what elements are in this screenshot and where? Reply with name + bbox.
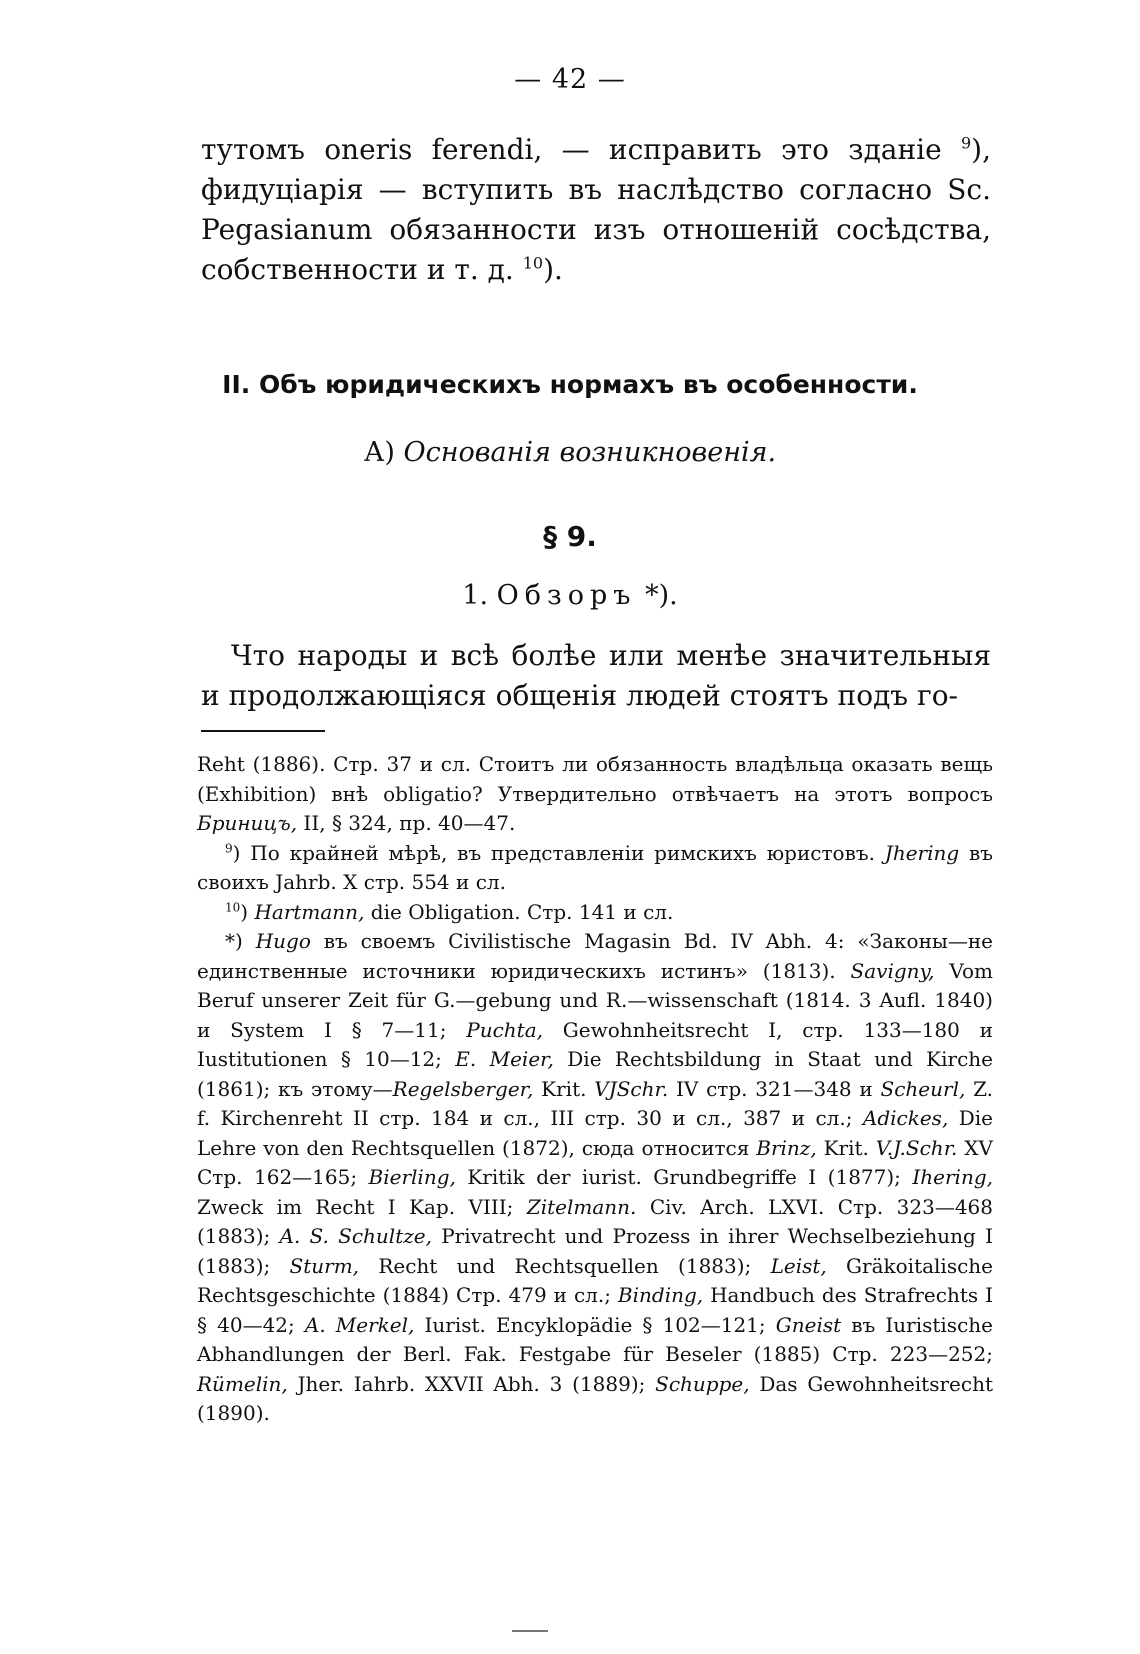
footnote-author: Regelsberger, (392, 1076, 534, 1101)
footnote-text: Vom Beruf unserer Zeit für G.—gebung und R.—wissenschaft (1814. 3 Aufl. 1840) и System I § 7—11; (197, 958, 993, 1042)
footnote-author: Ihering, (912, 1165, 993, 1189)
subsection-heading (0, 437, 1140, 468)
footnote-author: Savigny, (850, 958, 935, 983)
footnote-author: Brinz, (756, 1135, 817, 1160)
overview-footnote-ref: *). (645, 580, 678, 611)
footnote-author: Rümelin, (197, 1371, 288, 1396)
subsection-title: Основанія возникновенія. (403, 437, 777, 468)
footnote-text: Krit. (816, 1135, 876, 1160)
footnote-author: Bierling, (368, 1165, 456, 1189)
overview-heading (0, 580, 1140, 611)
footnote-author: Adickes, (862, 1106, 949, 1130)
footnote-text: Reht (1886). Стр. 37 и сл. Стоитъ ли обязанность владѣльца оказать вещь (Exhibition) внѣ obligatio? Утвердительно отвѣчаетъ на этотъ вопросъ (197, 752, 993, 806)
footnote-continuation (197, 750, 993, 839)
footnote-text: XV Стр. 162—165; (197, 1135, 993, 1189)
footnote-text: Recht und Rechtsquellen (1883); (359, 1253, 771, 1278)
body-paragraph-main (201, 636, 991, 716)
subsection-label: А) (363, 437, 395, 468)
paragraph-mark: § 9. (543, 520, 597, 553)
footnote-journal: VJSchr. (594, 1076, 669, 1101)
body-text: ). (543, 253, 563, 286)
footnote-text: *) (225, 929, 256, 953)
section-heading: II. Объ юридическихъ нормахъ въ особенности. (222, 370, 918, 399)
footnote-author: Binding, (617, 1283, 704, 1307)
footnote-rule (201, 730, 325, 732)
footnote-text: Gewohnheitsrecht I, стр. 133—180 и Iustitutionen § 10—12; (197, 1017, 994, 1071)
footnotes (197, 750, 993, 1429)
footnote-text: Zweck im Recht I Kap. VIII; (197, 1194, 527, 1219)
footnote-text: Handbuch des Strafrechts I § 40—42; (197, 1283, 994, 1337)
footnote-text: II, § 324, пр. 40—47. (297, 811, 516, 835)
footnote-text: Civ. Arch. LXVI. Стр. 323—468 (1883); (197, 1194, 994, 1248)
overview-number: 1. (462, 580, 489, 611)
footnote-marker: 10 (225, 899, 241, 914)
footnote-text: die Obligation. Стр. 141 и сл. (364, 899, 674, 924)
footnote-author: A. S. Schultze, (279, 1224, 432, 1248)
footnote-star (197, 927, 993, 1429)
footnote-text: Iurist. Encyklopädie § 102—121; (414, 1312, 776, 1337)
footnote-text: ) По крайней мѣрѣ, въ представленіи римскихъ юристовъ. (232, 840, 885, 865)
footnote-text: Privatrecht und Prozess in ihrer Wechselbeziehung I (1883); (197, 1224, 993, 1278)
footnote-text: Die Rechtsbildung in Staat und Kirche (1861); къ этому— (197, 1047, 993, 1101)
footnote-author: Jhering (884, 840, 960, 865)
footnote-text: ) (240, 899, 255, 924)
page-number: — 42 — (514, 64, 626, 95)
footnote-author: Бриницъ, (197, 811, 298, 835)
footnote-author: Hugo (255, 929, 311, 953)
footnote-author: Hartmann, (254, 899, 365, 924)
body-text: Что народы и всѣ болѣе или менѣе значительныя и продолжающіяся общенія людей стоятъ подъ го- (201, 639, 991, 712)
footnote-text: Jher. Iahrb. XXVII Abh. 3 (1889); (287, 1371, 656, 1396)
footnote-text: Krit. (533, 1076, 595, 1101)
footnote-author: A. Merkel, (304, 1312, 415, 1337)
footnote-author: E. Meier, (455, 1047, 554, 1071)
footnote-author: Puchta, (466, 1017, 543, 1042)
footnote-10 (197, 898, 993, 928)
footnote-author: Schuppe, (655, 1371, 750, 1396)
footnote-ref-9: 9 (960, 133, 972, 153)
footnote-journal: V.J.Schr. (875, 1135, 958, 1160)
footnote-author: Gneist (775, 1312, 842, 1337)
footnote-9 (197, 839, 993, 898)
bottom-rule-mark (512, 1630, 548, 1632)
footnote-text: Die Lehre von den Rechtsquellen (1872), сюда относится (197, 1106, 993, 1160)
footnote-author: Leist, (770, 1253, 827, 1278)
footnote-author: Sturm, (289, 1253, 360, 1278)
footnote-text: Gräkoitalische Rechtsgeschichte (1884) Стр. 479 и сл.; (197, 1253, 994, 1307)
footnote-text: въ Iuristische Abhandlungen der Berl. Fak. Festgabe für Beseler (1885) Стр. 223—252; (197, 1312, 993, 1366)
footnote-text: Das Gewohnheitsrecht (1890). (197, 1371, 993, 1425)
footnote-text: Kritik der iurist. Grundbegriffe I (1877); (455, 1165, 913, 1189)
body-text: ), фидуціарія — вступить въ наслѣдство согласно Sc. Pegasianum обязанности изъ отношеній сосѣдства, собственности и т. д. (201, 133, 991, 286)
footnote-text: Z. f. Kirchenreht II стр. 184 и сл., III стр. 30 и сл., 387 и сл.; (197, 1076, 994, 1130)
body-text: тутомъ oneris ferendi, — исправить это зданіе (201, 133, 961, 166)
footnote-text: въ своемъ Civilistische Magasin Bd. IV Abh. 4: «Законы—не единственные источники юридическихъ истинъ» (1813). (197, 929, 993, 983)
footnote-author: Zitelmann. (526, 1194, 637, 1219)
overview-title: Обзоръ (496, 580, 637, 611)
footnote-ref-10: 10 (522, 253, 544, 273)
footnote-author: Scheurl, (880, 1076, 966, 1101)
footnote-text: въ своихъ Jahrb. X стр. 554 и сл. (197, 840, 993, 894)
footnote-marker: 9 (225, 840, 233, 855)
body-paragraph-top (201, 130, 991, 290)
footnote-text: IV стр. 321—348 и (668, 1076, 881, 1101)
